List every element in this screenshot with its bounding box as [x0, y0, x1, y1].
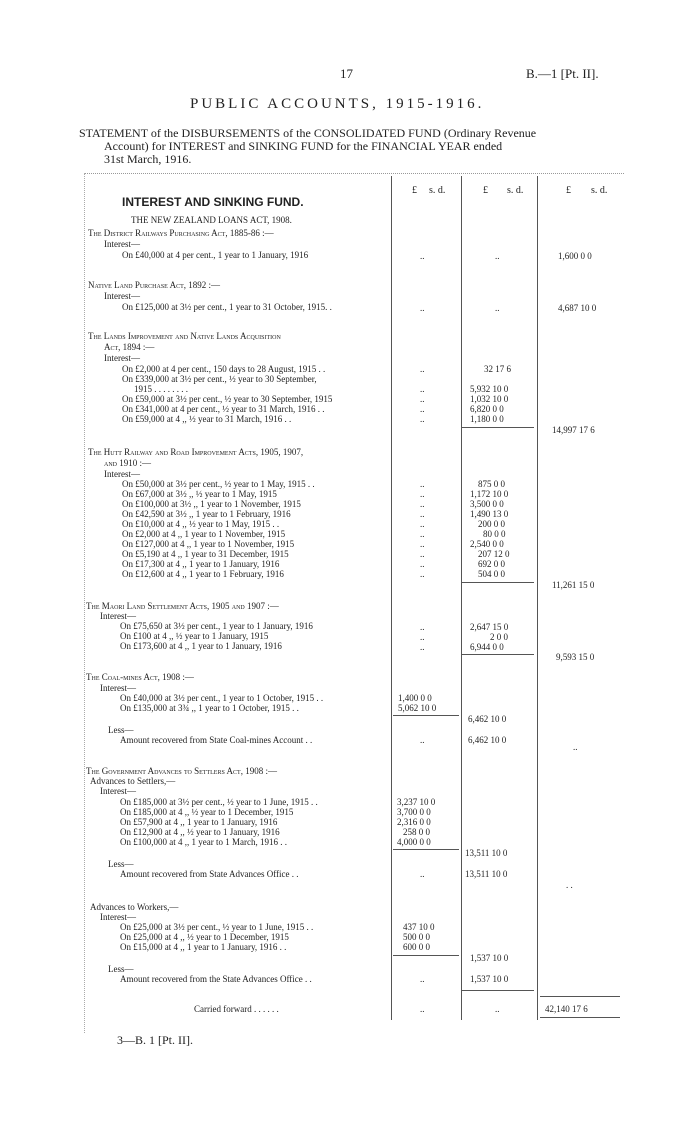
s4-line-8-c2: 207 12 0 [478, 549, 510, 559]
carried-forward-total: 42,140 17 6 [545, 1004, 588, 1014]
s7-recovered-c1: .. [420, 869, 425, 879]
s8-interest: Interest— [100, 912, 136, 922]
s4-line-9: On £17,300 at 4 ,, 1 year to 1 January, 1916 [122, 559, 280, 569]
s7-line-2: On £185,000 at 4 ,, ½ year to 1 December, 1915 [120, 807, 294, 817]
s4-line-10-c1: .. [420, 569, 425, 579]
page-number: 17 [340, 66, 353, 81]
s1-title: The District Railways Purchasing Act, 1885-86 :— [88, 228, 274, 238]
page-title: PUBLIC ACCOUNTS, 1915-1916. [190, 96, 485, 112]
s3-title-line-2: Act, 1894 :— [104, 342, 155, 352]
s4-line-10: On £12,600 at 4 ,, 1 year to 1 February, 1916 [122, 569, 284, 579]
s8-recovered-c2: 1,537 10 0 [470, 974, 509, 984]
s4-line-7: On £127,000 at 4 ,, 1 year to 1 November, 1915 [122, 539, 295, 549]
s7-title: The Government Advances to Settlers Act, 1908 :— [86, 766, 277, 776]
s3-interest: Interest— [104, 353, 140, 363]
s8-subtotal: 1,537 10 0 [470, 953, 509, 963]
s8-sum-rule [393, 955, 459, 956]
s7-sub: Advances to Settlers,— [90, 776, 176, 786]
s8-line-1-c1: 437 10 0 [403, 922, 435, 932]
s4-line-5-c2: 200 0 0 [478, 519, 505, 529]
s4-line-9-c2: 692 0 0 [478, 559, 505, 569]
s7-line-5: On £100,000 at 4 ,, 1 year to 1 March, 1916 . . [120, 837, 287, 847]
s7-line-3-c1: 2,316 0 0 [397, 817, 431, 827]
table-top-rule [84, 173, 624, 174]
s3-line-4: On £59,000 at 3½ per cent., ½ year to 30 September, 1915 [122, 394, 333, 404]
s3-line-1-c2: 32 17 6 [484, 364, 511, 374]
s4-line-4-c2: 1,490 13 0 [470, 509, 509, 519]
s3-line-1: On £2,000 at 4 per cent., 150 days to 28 August, 1915 . . [122, 364, 326, 374]
s2-interest: Interest— [104, 291, 140, 301]
s3-line-6-c2: 1,180 0 0 [470, 414, 504, 424]
s5-line-3: On £173,600 at 4 ,, 1 year to 1 January, 1916 [120, 641, 282, 651]
s1-c3: 1,600 0 0 [558, 251, 592, 261]
column-rule-1 [391, 176, 392, 1020]
s3-line-5-c2: 6,820 0 0 [470, 404, 504, 414]
s7-line-4: On £12,900 at 4 ,, ½ year to 1 January, 1916 [120, 827, 280, 837]
column-rule-2 [461, 176, 462, 1020]
s2-title: Native Land Purchase Act, 1892 :— [88, 280, 221, 290]
s8-line-2: On £25,000 at 4 ,, ½ year to 1 December, 1915 [120, 932, 289, 942]
s6-recovered-c1: .. [420, 735, 425, 745]
s5-line-2: On £100 at 4 ,, ½ year to 1 January, 1915 [120, 631, 269, 641]
s4-line-7-c2: 2,540 0 0 [470, 539, 504, 549]
s4-line-6: On £2,000 at 4 ,, 1 year to 1 November, 1915 [122, 529, 286, 539]
s6-line-1-c1: 1,400 0 0 [398, 693, 432, 703]
s7-subtotal: 13,511 10 0 [465, 848, 508, 858]
s4-line-1-c1: .. [420, 479, 425, 489]
s8-recovered: Amount recovered from the State Advances Office . . [120, 974, 312, 984]
s4-line-10-c2: 504 0 0 [478, 569, 505, 579]
s6-line-2-c1: 5,062 10 0 [398, 703, 437, 713]
col3-sd-header: s. d. [591, 185, 608, 196]
s3-line-3-c1: .. [420, 384, 425, 394]
s1-interest: Interest— [104, 239, 140, 249]
table-left-rule [84, 173, 85, 1033]
s3-line-6-c1: .. [420, 414, 425, 424]
s6-recovered-c2: 6,462 10 0 [468, 735, 507, 745]
s8-line-3: On £15,000 at 4 ,, 1 year to 1 January, 1916 . . [120, 942, 287, 952]
s2-line: On £125,000 at 3½ per cent., 1 year to 31 October, 1915. . [122, 302, 332, 312]
carried-forward-label: Carried forward . . . . . . [194, 1004, 279, 1014]
s8-less: Less— [108, 964, 134, 974]
s4-title-line-2: and 1910 :— [104, 458, 151, 468]
s3-line-4-c1: .. [420, 394, 425, 404]
s4-interest: Interest— [104, 469, 140, 479]
s1-c2: .. [495, 251, 500, 261]
s8-recovered-c1: .. [420, 974, 425, 984]
s4-line-3-c2: 3,500 0 0 [470, 499, 504, 509]
s7-interest: Interest— [100, 786, 136, 796]
footer-signature: 3—B. 1 [Pt. II]. [117, 1033, 193, 1047]
s7-less: Less— [108, 859, 134, 869]
s8-line-3-c1: 600 0 0 [403, 942, 430, 952]
s3-line-5: On £341,000 at 4 per cent., ½ year to 31 March, 1916 . . [122, 404, 325, 414]
s2-c3: 4,687 10 0 [558, 303, 597, 313]
s4-sum-rule [462, 582, 534, 583]
s4-title-line-1: The Hutt Railway and Road Improvement Acts, 1905, 1907, [88, 447, 304, 457]
s5-line-2-c1: .. [420, 632, 425, 642]
s6-line-2: On £135,000 at 3¾ ,, 1 year to 1 October, 1915 . . [120, 703, 299, 713]
s4-line-9-c1: .. [420, 559, 425, 569]
s7-line-4-c1: 258 0 0 [403, 827, 430, 837]
s6-recovered: Amount recovered from State Coal-mines Account . . [120, 735, 313, 745]
s4-line-6-c2: 80 0 0 [483, 529, 506, 539]
s4-line-5-c1: .. [420, 519, 425, 529]
s4-line-3-c1: .. [420, 499, 425, 509]
s6-sum-rule [393, 715, 459, 716]
s4-line-1-c2: 875 0 0 [478, 479, 505, 489]
carried-rule-bottom [540, 1017, 620, 1018]
s4-line-2-c1: .. [420, 489, 425, 499]
s8-line-1: On £25,000 at 3½ per cent., ½ year to 1 June, 1915 . . [120, 922, 314, 932]
column-rule-3 [537, 176, 538, 1020]
s4-line-5: On £10,000 at 4 ,, ½ year to 1 May, 1915 . . [122, 519, 280, 529]
s8-sub: Advances to Workers,— [90, 902, 179, 912]
s3-title-line-1: The Lands Improvement and Native Lands Acquisition [88, 331, 281, 341]
s6-less: Less— [108, 725, 134, 735]
s4-total: 11,261 15 0 [552, 580, 595, 590]
col2-pound-header: £ [483, 185, 488, 196]
s5-line-3-c1: .. [420, 642, 425, 652]
s7-sum-rule [393, 849, 459, 850]
s3-line-3: 1915 . . . . . . . . [134, 384, 188, 394]
s4-line-7-c1: .. [420, 539, 425, 549]
carried-forward-c1: .. [420, 1004, 425, 1014]
page-reference: B.—1 [Pt. II]. [526, 66, 599, 81]
s5-line-1-c2: 2,647 15 0 [470, 622, 509, 632]
carried-forward-c2: .. [495, 1004, 500, 1014]
s4-line-2: On £67,000 at 3½ ,, ½ year to 1 May, 1915 [122, 489, 277, 499]
s3-line-4-c2: 1,032 10 0 [470, 394, 509, 404]
col1-sd-header: s. d. [429, 185, 446, 196]
s7-line-1-c1: 3,237 10 0 [397, 797, 436, 807]
s4-line-4: On £42,590 at 3½ ,, 1 year to 1 February, 1916 [122, 509, 291, 519]
s7-line-3: On £57,900 at 4 ,, 1 year to 1 January, 1916 [120, 817, 278, 827]
s4-line-6-c1: .. [420, 529, 425, 539]
s1-line: On £40,000 at 4 per cent., 1 year to 1 January, 1916 [122, 250, 309, 260]
s6-title: The Coal-mines Act, 1908 :— [86, 672, 194, 682]
s6-c3: .. [573, 742, 578, 752]
s5-line-3-c2: 6,944 0 0 [470, 642, 504, 652]
subheading: THE NEW ZEALAND LOANS ACT, 1908. [131, 215, 292, 225]
s5-interest: Interest— [100, 611, 136, 621]
section-heading: INTEREST AND SINKING FUND. [122, 195, 304, 209]
s6-line-1: On £40,000 at 3½ per cent., 1 year to 1 October, 1915 . . [120, 693, 324, 703]
s4-line-8-c1: .. [420, 549, 425, 559]
s5-sum-rule [462, 654, 534, 655]
s3-line-6: On £59,000 at 4 ,, ½ year to 31 March, 1916 . . [122, 414, 292, 424]
s3-line-3-c2: 5,932 10 0 [470, 384, 509, 394]
carried-rule-c3 [540, 996, 620, 997]
s7-recovered: Amount recovered from State Advances Office . . [120, 869, 299, 879]
s7-line-1: On £185,000 at 3½ per cent., ½ year to 1 June, 1915 . . [120, 797, 318, 807]
s4-line-1: On £50,000 at 3½ per cent., ½ year to 1 May, 1915 . . [122, 479, 315, 489]
col1-pound-header: £ [412, 185, 417, 196]
s4-line-2-c2: 1,172 10 0 [470, 489, 509, 499]
s5-line-2-c2: 2 0 0 [490, 632, 508, 642]
statement-line-3: 31st March, 1916. [104, 152, 192, 166]
s6-interest: Interest— [100, 683, 136, 693]
s3-line-1-c1: .. [420, 364, 425, 374]
s2-c2: .. [495, 303, 500, 313]
s7-line-2-c1: 3,700 0 0 [397, 807, 431, 817]
s5-line-1-c1: .. [420, 622, 425, 632]
col2-sd-header: s. d. [507, 185, 524, 196]
s4-line-8: On £5,190 at 4 ,, 1 year to 31 December, 1915 [122, 549, 289, 559]
s7-recovered-c2: 13,511 10 0 [465, 869, 508, 879]
s5-total: 9,593 15 0 [556, 652, 595, 662]
carried-rule-c2 [462, 990, 534, 991]
statement-line-1: STATEMENT of the DISBURSEMENTS of the CONSOLIDATED FUND (Ordinary Revenue [79, 126, 537, 140]
s7-line-5-c1: 4,000 0 0 [397, 837, 431, 847]
s5-line-1: On £75,650 at 3½ per cent., 1 year to 1 January, 1916 [120, 621, 313, 631]
s2-c1: .. [420, 303, 425, 313]
statement-line-2: Account) for INTEREST and SINKING FUND for the FINANCIAL YEAR ended [104, 139, 503, 153]
s7-c3: . . [566, 880, 573, 890]
s3-line-2: On £339,000 at 3½ per cent., ½ year to 30 September, [122, 374, 317, 384]
s3-total: 14,997 17 6 [552, 425, 595, 435]
s3-sum-rule [462, 427, 534, 428]
s8-line-2-c1: 500 0 0 [403, 932, 430, 942]
s4-line-3: On £100,000 at 3½ ,, 1 year to 1 November, 1915 [122, 499, 301, 509]
s3-line-5-c1: .. [420, 404, 425, 414]
s1-c1: .. [420, 251, 425, 261]
s5-title: The Maori Land Settlement Acts, 1905 and 1907 :— [86, 601, 279, 611]
col3-pound-header: £ [566, 185, 571, 196]
s6-subtotal: 6,462 10 0 [468, 714, 507, 724]
s4-line-4-c1: .. [420, 509, 425, 519]
